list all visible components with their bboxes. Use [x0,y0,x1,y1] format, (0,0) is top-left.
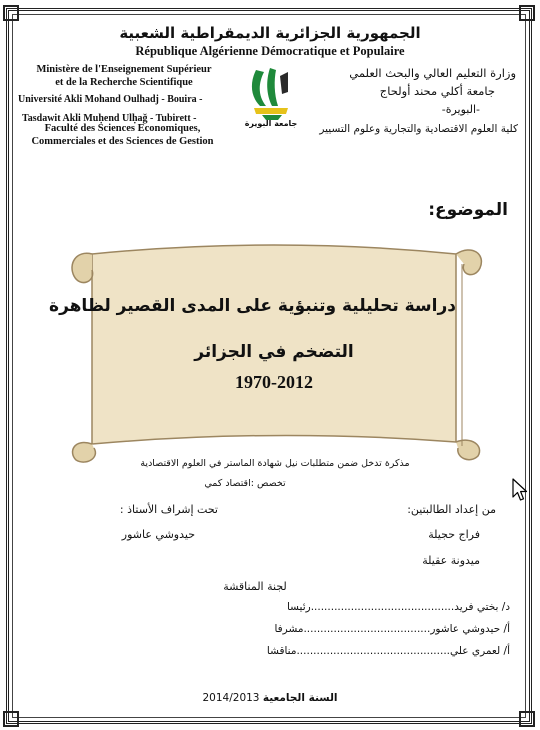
faculty-french-line-2: Commerciales et des Sciences de Gestion [31,136,214,147]
ministry-french [24,63,224,89]
thesis-title-line-1: دراسة تحليلية وتنبؤية على المدى القصير لظاهرة [49,296,456,316]
academic-year-value: 2014/2013 [202,692,260,704]
ministry-french-line-2: et de la Recherche Scientifique [55,77,193,88]
frame-corner [3,711,19,727]
thesis-years: 1970-2012 [235,372,313,392]
frame-corner [3,5,19,21]
university-french: Université Akli Mohand Oulhadj - Bouira - [18,94,203,105]
faculty-french [20,122,225,148]
university-arabic: جامعة أكلي محند أولحاج [379,84,495,98]
academic-year [150,692,390,704]
committee-title: لجنة المناقشة [223,580,287,593]
committee-dots: ........................................... [310,601,455,613]
thesis-title-line-2: التضخم في الجزائر [194,342,354,362]
thesis-note: مذكرة تدخل ضمن متطلبات نيل شهادة الماستر في العلوم الاقتصادية [140,458,410,469]
supervisor-label: تحت إشراف الأستاذ : [119,503,218,516]
committee-member-row [100,601,510,613]
university-berber: Tasdawit Akli Muḥend Ulḥağ - Tubirett - [22,113,197,124]
committee-member-role: مناقشا [266,645,297,657]
academic-year-label: السنة الجامعية [262,692,338,704]
city-arabic: -البويرة- [441,103,480,116]
committee-member-name: أ/ حيدوشي عاشور [430,623,510,635]
frame-corner [519,711,535,727]
frame-corner [519,5,535,21]
university-logo [242,62,300,132]
supervisor-name: حيدوشي عاشور [121,528,195,541]
committee-member-role: مشرفا [274,623,304,635]
ministry-french-line-1: Ministère de l'Enseignement Supérieur [36,64,212,75]
committee-member-name: د/ بختي فريد [454,601,510,613]
republic-arabic: الجمهورية الجزائرية الديمقراطية الشعبية [119,24,421,42]
title-scroll [49,232,486,464]
specialty: تخصص :اقتصاد كمي [204,478,286,489]
committee-dots: ...................................... [303,623,431,635]
student-name: ميدونة عقيلة [422,554,480,567]
ministry-arabic: وزارة التعليم العالي والبحث العلمي [349,66,516,80]
faculty-arabic: كلية العلوم الاقتصادية والتجارية وعلوم التسيير [319,123,518,135]
students-label: من إعداد الطالبتين: [407,503,496,516]
committee-member-row [100,623,510,635]
committee-dots: .............................................. [296,645,451,657]
committee-member-row [100,645,510,657]
logo-caption: جامعة البويرة [244,119,298,128]
subject-label: الموضوع: [428,200,508,220]
republic-french: République Algérienne Démocratique et Populaire [135,44,405,58]
student-name: فراج حجيلة [428,528,480,541]
committee-member-role: رئيسا [286,601,311,613]
faculty-french-line-1: Faculté des Sciences Economiques, [44,123,201,134]
committee-member-name: أ/ لعمري علي [450,645,510,657]
mouse-pointer-icon [512,478,528,506]
